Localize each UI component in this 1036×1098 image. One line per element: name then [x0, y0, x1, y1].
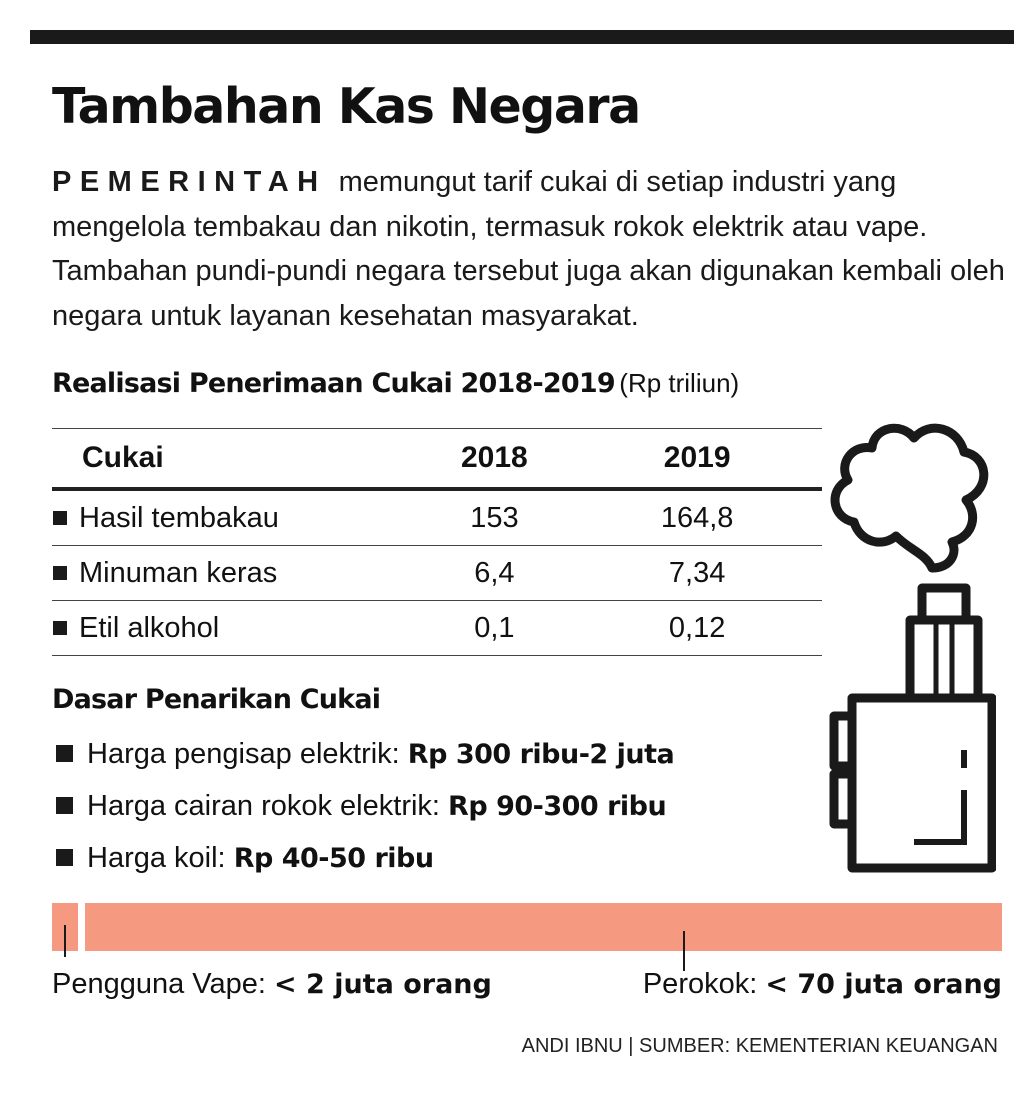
table-unit: (Rp triliun) — [619, 368, 740, 398]
value-2019: 0,12 — [572, 601, 822, 656]
bullet-square-icon — [53, 621, 67, 635]
basis-label: Harga koil: — [87, 842, 226, 874]
value-2018: 0,1 — [416, 601, 572, 656]
top-rule — [30, 30, 1014, 44]
vape-icon — [826, 418, 996, 878]
basis-value: Rp 300 ribu-2 juta — [407, 739, 675, 770]
vape-marker-line — [64, 925, 66, 957]
column-header-category: Cukai — [52, 429, 416, 490]
bullet-square-icon — [56, 797, 73, 814]
list-item — [56, 728, 674, 780]
vape-value: < 2 juta orang — [274, 969, 492, 1000]
smokers-value: < 70 juta orang — [765, 969, 1002, 1000]
basis-value: Rp 40-50 ribu — [233, 843, 434, 874]
bullet-square-icon — [53, 511, 67, 525]
column-header-2018: 2018 — [416, 429, 572, 490]
value-2018: 6,4 — [416, 546, 572, 601]
table-heading — [52, 368, 739, 399]
row-label: Etil alkohol — [79, 611, 220, 644]
table-row — [52, 546, 822, 601]
row-label: Hasil tembakau — [79, 501, 279, 534]
intro-lead: PEMERINTAH — [52, 166, 327, 198]
value-2019: 164,8 — [572, 489, 822, 546]
users-bar — [52, 903, 1002, 951]
vape-label-text: Pengguna Vape: — [52, 968, 266, 1000]
list-item — [56, 832, 674, 884]
value-2018: 153 — [416, 489, 572, 546]
table-title: Realisasi Penerimaan Cukai 2018-2019 — [52, 368, 615, 399]
basis-label: Harga cairan rokok elektrik: — [87, 790, 440, 822]
bullet-square-icon — [56, 745, 73, 762]
basis-title: Dasar Penarikan Cukai — [52, 684, 381, 715]
row-label-cell — [52, 601, 416, 656]
smokers-segment — [85, 903, 1002, 951]
bullet-square-icon — [53, 566, 67, 580]
basis-list — [56, 728, 674, 884]
list-item — [56, 780, 674, 832]
smokers-label — [643, 968, 1002, 1001]
row-label: Minuman keras — [79, 556, 278, 589]
value-2019: 7,34 — [572, 546, 822, 601]
row-label-cell — [52, 546, 416, 601]
row-label-cell — [52, 489, 416, 546]
excise-table — [52, 428, 822, 656]
intro-paragraph — [52, 160, 1012, 338]
table-row — [52, 489, 822, 546]
intro-text: memungut tarif cukai di setiap industri yang mengelola tembakau dan nikotin, termasuk rokok elektrik atau vape. Tambahan pundi-pundi negara tersebut juga akan digunakan kembali oleh negara untuk layanan kesehatan masyarakat. — [52, 166, 1005, 332]
smokers-marker-line — [683, 931, 685, 971]
basis-label: Harga pengisap elektrik: — [87, 738, 400, 770]
basis-value: Rp 90-300 ribu — [448, 791, 667, 822]
basis-heading — [52, 684, 380, 715]
page-title: Tambahan Kas Negara — [52, 78, 640, 135]
smokers-label-text: Perokok: — [642, 968, 758, 1000]
column-header-2019: 2019 — [572, 429, 822, 490]
table-row — [52, 601, 822, 656]
vape-users-label — [52, 968, 492, 1001]
table-header-row — [52, 429, 822, 490]
bullet-square-icon — [56, 849, 73, 866]
source-credit: ANDI IBNU | SUMBER: KEMENTERIAN KEUANGAN — [521, 1035, 998, 1057]
